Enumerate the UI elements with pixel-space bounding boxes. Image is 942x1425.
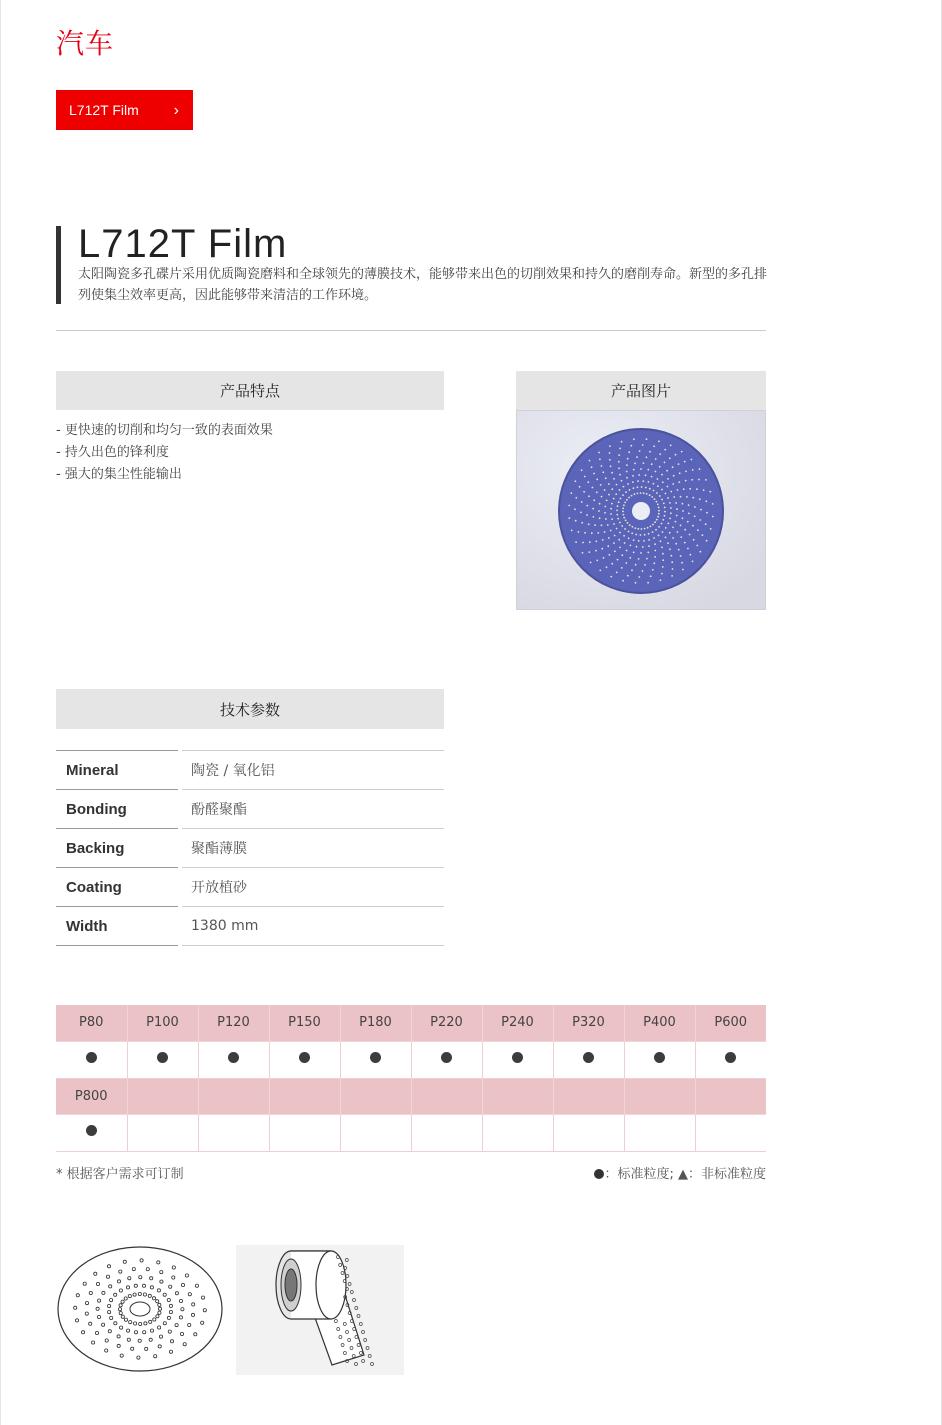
standard-dot-icon xyxy=(157,1052,168,1063)
grit-availability-cell xyxy=(56,1114,127,1151)
grit-availability-cell xyxy=(411,1041,482,1078)
photo-heading: 产品图片 xyxy=(516,371,766,410)
feature-item: - 更快速的切削和均匀一致的表面效果 xyxy=(56,423,273,438)
divider xyxy=(56,330,766,331)
grit-label xyxy=(553,1078,624,1114)
standard-dot-icon xyxy=(86,1125,97,1136)
product-title: L712T Film xyxy=(78,222,288,266)
grit-header-row xyxy=(56,1005,766,1041)
features-list xyxy=(56,420,273,486)
standard-dot-icon xyxy=(725,1052,736,1063)
grit-availability-row xyxy=(56,1041,766,1078)
spec-key: Coating xyxy=(56,867,178,906)
grit-availability-cell xyxy=(269,1041,340,1078)
grit-label: P320 xyxy=(553,1005,624,1041)
grit-label xyxy=(695,1078,766,1114)
standard-dot-icon xyxy=(512,1052,523,1063)
spec-row-bonding xyxy=(56,789,444,828)
grit-availability-cell xyxy=(340,1114,411,1151)
product-photo xyxy=(516,410,766,610)
grit-legend xyxy=(594,1163,766,1182)
grit-availability-cell xyxy=(624,1114,695,1151)
grit-label: P150 xyxy=(269,1005,340,1041)
grit-label: P600 xyxy=(695,1005,766,1041)
grit-label: P180 xyxy=(340,1005,411,1041)
feature-item: - 强大的集尘性能输出 xyxy=(56,467,182,482)
spec-value: 开放植砂 xyxy=(182,867,444,906)
feature-item: - 持久出色的锋利度 xyxy=(56,445,169,460)
grit-label xyxy=(198,1078,269,1114)
standard-dot-icon xyxy=(594,1169,604,1179)
grit-availability-cell xyxy=(695,1114,766,1151)
spec-row-backing xyxy=(56,828,444,867)
grit-label: P120 xyxy=(198,1005,269,1041)
grit-label: P100 xyxy=(127,1005,198,1041)
spec-row-width xyxy=(56,906,444,945)
standard-dot-icon xyxy=(370,1052,381,1063)
grit-label: P800 xyxy=(56,1078,127,1114)
grit-availability-cell xyxy=(411,1114,482,1151)
spec-value: 陶瓷 / 氧化铝 xyxy=(182,750,444,789)
triangle-icon: ▲ xyxy=(677,1167,688,1182)
grit-availability-cell xyxy=(198,1041,269,1078)
film-roll-icon xyxy=(236,1245,404,1375)
category-title: 汽车 xyxy=(56,27,115,60)
film-roll-sketch xyxy=(236,1245,404,1375)
grit-label xyxy=(624,1078,695,1114)
grit-label: P240 xyxy=(482,1005,553,1041)
specs-heading: 技术参数 xyxy=(56,689,444,729)
grit-availability-row xyxy=(56,1114,766,1151)
grit-availability-cell xyxy=(269,1114,340,1151)
standard-dot-icon xyxy=(441,1052,452,1063)
grit-table xyxy=(56,1005,766,1152)
grit-label xyxy=(482,1078,553,1114)
standard-dot-icon xyxy=(654,1052,665,1063)
grit-availability-cell xyxy=(553,1041,624,1078)
grit-label xyxy=(340,1078,411,1114)
features-heading: 产品特点 xyxy=(56,371,444,410)
custom-order-note: * 根据客户需求可订制 xyxy=(56,1167,184,1182)
product-description: 太阳陶瓷多孔碟片采用优质陶瓷磨料和全球领先的薄膜技术，能够带来出色的切削效果和持久的磨削寿命。新型的多孔排列使集尘效率更高，因此能够带来清洁的工作环境。 xyxy=(78,267,768,303)
specs-table xyxy=(56,750,444,946)
spec-key: Mineral xyxy=(56,750,178,789)
grit-label: P220 xyxy=(411,1005,482,1041)
standard-dot-icon xyxy=(299,1052,310,1063)
grit-availability-cell xyxy=(127,1114,198,1151)
grit-availability-cell xyxy=(127,1041,198,1078)
grit-label xyxy=(411,1078,482,1114)
abrasive-disc-photo xyxy=(517,411,766,610)
grit-availability-cell xyxy=(695,1041,766,1078)
standard-dot-icon xyxy=(228,1052,239,1063)
grit-availability-cell xyxy=(56,1041,127,1078)
standard-dot-icon xyxy=(583,1052,594,1063)
spec-value: 1380 mm xyxy=(182,906,444,945)
disc-hole-pattern-sketch xyxy=(56,1245,226,1375)
spec-row-coating xyxy=(56,867,444,906)
spec-key: Bonding xyxy=(56,789,178,828)
standard-dot-icon xyxy=(86,1052,97,1063)
grit-availability-cell xyxy=(624,1041,695,1078)
spec-value: 聚酯薄膜 xyxy=(182,828,444,867)
disc-outline-icon xyxy=(56,1245,226,1375)
chevron-right-icon: › xyxy=(173,102,179,119)
product-button[interactable] xyxy=(56,90,193,130)
grit-label xyxy=(269,1078,340,1114)
spec-value: 酚醛聚酯 xyxy=(182,789,444,828)
spec-key: Backing xyxy=(56,828,178,867)
grit-header-row xyxy=(56,1078,766,1114)
grit-availability-cell xyxy=(482,1041,553,1078)
grit-label xyxy=(127,1078,198,1114)
grit-label: P400 xyxy=(624,1005,695,1041)
grit-availability-cell xyxy=(553,1114,624,1151)
spec-key: Width xyxy=(56,906,178,945)
spec-row-mineral xyxy=(56,750,444,789)
title-block xyxy=(56,222,768,304)
grit-availability-cell xyxy=(482,1114,553,1151)
legend-standard: ：标准粒度; xyxy=(604,1167,674,1182)
grit-availability-cell xyxy=(198,1114,269,1151)
legend-nonstandard: ：非标准粒度 xyxy=(687,1167,766,1182)
grit-availability-cell xyxy=(340,1041,411,1078)
product-button-label: L712T Film xyxy=(69,102,139,118)
grit-label: P80 xyxy=(56,1005,127,1041)
